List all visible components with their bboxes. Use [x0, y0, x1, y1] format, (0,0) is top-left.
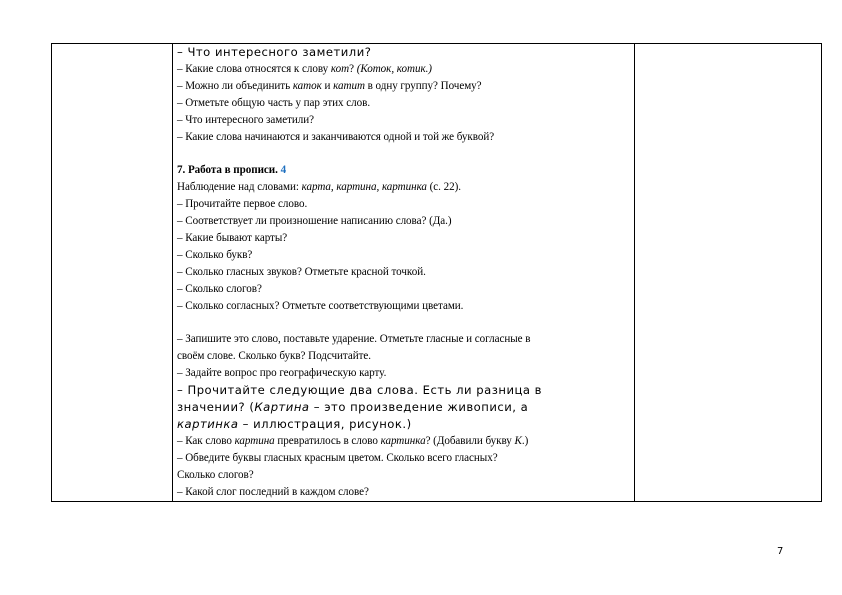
text-line [177, 348, 632, 365]
question-text: и [321, 79, 334, 92]
text-line [177, 213, 632, 230]
question-text: – Какие слова начинаются и заканчиваются одной и той же буквой? [177, 130, 495, 143]
text-line [177, 95, 632, 112]
question-text: – Как слово [177, 435, 235, 448]
text-line [177, 382, 632, 399]
text-line [177, 298, 632, 315]
italic-answer: (Коток, котик.) [356, 63, 432, 75]
question-text: ? [349, 63, 357, 75]
stage-cell [52, 44, 173, 502]
text-line [177, 112, 632, 129]
question-text: (с. 22). [426, 181, 461, 194]
spacer [177, 314, 632, 331]
text-line [177, 44, 632, 61]
italic-word: картинка [177, 417, 239, 432]
question-text: в одну группу? Почему? [364, 79, 482, 92]
question-text: – Запишите это слово, поставьте ударение. Отметьте гласные и согласные в [177, 333, 531, 346]
question-text: – Сколько букв? [177, 248, 253, 261]
text-line [177, 365, 632, 382]
text-line [177, 416, 632, 433]
question-text: .) [521, 435, 529, 448]
italic-word: катит [333, 79, 365, 92]
text-line [177, 61, 632, 78]
question-text: – Какие бывают карты? [177, 232, 288, 245]
question-text: – Сколько гласных звуков? Отметьте красной точкой. [177, 265, 426, 278]
question-text: – Прочитайте следующие два слова. Есть ли разница в [177, 383, 543, 398]
question-text: Сколько слогов? [177, 468, 254, 481]
question-text: превратилось в слово [274, 435, 381, 448]
student-activity-cell [635, 44, 822, 502]
table-row [52, 44, 822, 502]
question-text: – иллюстрация, рисунок.) [238, 417, 412, 432]
question-text: – Сколько слогов? [177, 282, 262, 295]
text-line [177, 450, 632, 467]
question-text: – Соответствует ли произношение написанию слова? (Да.) [177, 215, 452, 228]
question-text: – Обведите буквы гласных красным цветом. Сколько всего гласных? [177, 452, 498, 465]
question-text: – Сколько согласных? Отметьте соответствующими цветами. [177, 299, 464, 312]
italic-letter: К [514, 435, 522, 448]
text-line [177, 196, 632, 213]
question-text: – Можно ли объединить [177, 79, 293, 92]
text-line [177, 281, 632, 298]
question-text: Наблюдение над словами: [177, 181, 302, 194]
italic-word: кот [330, 63, 350, 75]
text-line [177, 179, 632, 196]
text-line [177, 331, 632, 348]
italic-word: Картина [254, 400, 310, 415]
question-text: – Что интересного заметили? [177, 113, 315, 126]
italic-word: каток [292, 79, 322, 92]
question-text: – Что интересного заметили? [177, 45, 372, 59]
spacer [177, 145, 632, 162]
heading-number: 4 [280, 164, 287, 177]
question-text: – Какие слова относятся к слову [177, 63, 331, 75]
text-line [177, 264, 632, 281]
text-line [177, 78, 632, 95]
question-text: – Какой слог последний в каждом слове? [177, 485, 369, 498]
question-text: – Задайте вопрос про географическую карту. [177, 367, 387, 380]
italic-words: карта, картина, картинка [301, 181, 427, 194]
activity-text [173, 44, 634, 501]
text-line [177, 230, 632, 247]
question-text: – это произведение живописи, а [309, 400, 529, 415]
teacher-activity-cell [173, 44, 635, 502]
text-line [177, 433, 632, 450]
page-number: 7 [777, 546, 784, 557]
question-text: значении? ( [177, 400, 255, 415]
heading-text: 7. Работа в прописи. [177, 164, 278, 177]
text-line [177, 484, 632, 501]
question-text: своём слове. Сколько букв? Подсчитайте. [177, 350, 372, 363]
question-text: – Отметьте общую часть у пар этих слов. [177, 96, 371, 109]
text-line [177, 129, 632, 146]
question-text: – Прочитайте первое слово. [177, 198, 308, 211]
text-line [177, 467, 632, 484]
italic-word: картинка [380, 435, 426, 448]
section-heading [177, 162, 632, 179]
italic-word: картина [234, 435, 275, 448]
lesson-table [51, 43, 822, 502]
text-line [177, 247, 632, 264]
question-text: ? (Добавили букву [425, 435, 515, 448]
text-line [177, 399, 632, 416]
